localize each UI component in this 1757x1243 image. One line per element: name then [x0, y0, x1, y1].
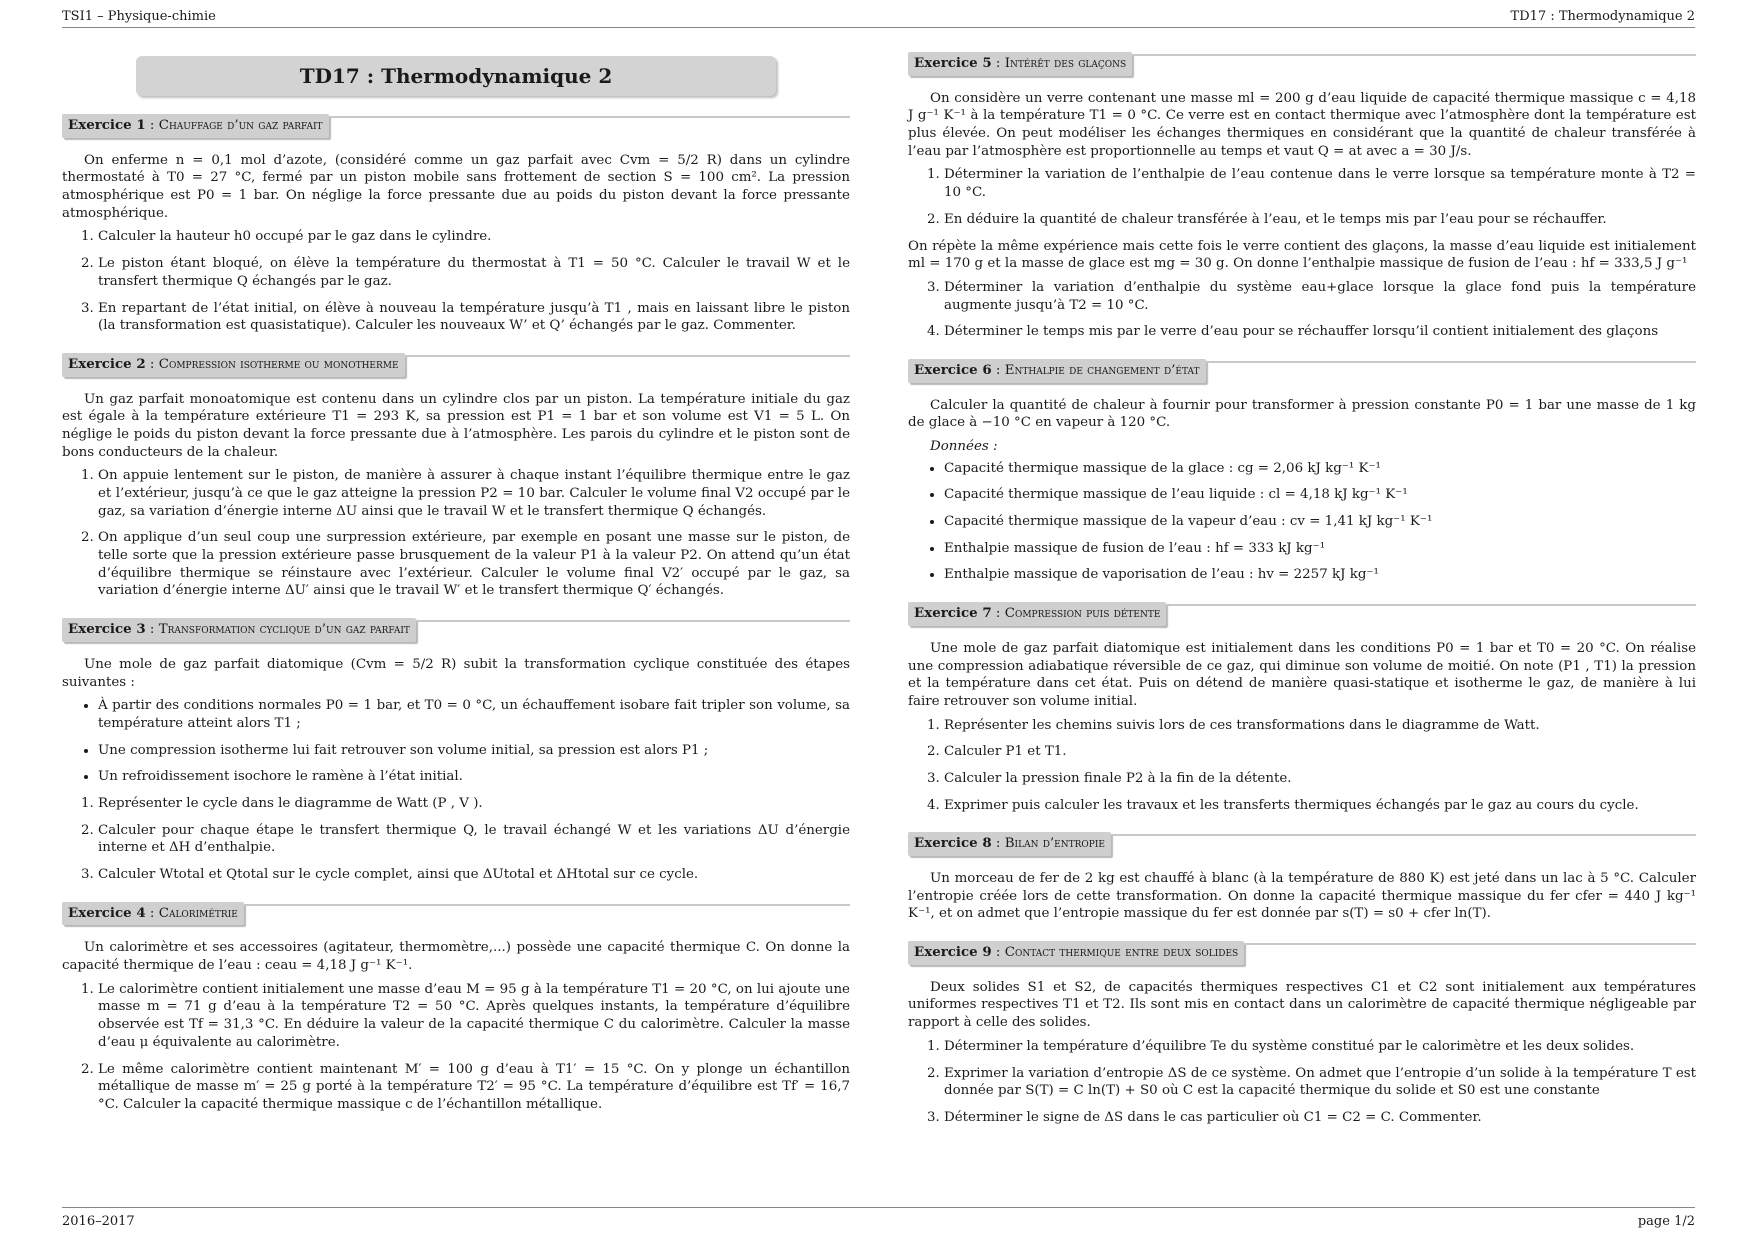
- page-number: page 1/2: [1637, 1214, 1695, 1229]
- exercise-rule: [416, 620, 850, 622]
- exercise-intro: Calculer la quantité de chaleur à fournir pour transformer à pression constante P0 = 1 bar une masse de 1 kg de glace à −10 °C en vapeur à 120 °C.: [908, 397, 1696, 431]
- header-divider: [62, 27, 1695, 28]
- exercise-tag: Exercice 5 : Intérêt des glaçons: [908, 52, 1132, 76]
- question: 2. On applique d’un seul coup une surpression extérieure, par exemple en posant une masse sur le piston, de telle sorte que la pression extérieure passe brusquement de la valeur P1 à la valeur P2. On attend qu’un état d’équilibre thermique se réinstaure avec l’extérieur. Calculer le volume final V2′ occupé par le gaz, sa variation d’énergie interne ΔU′ ainsi que le travail W′ et le transfert thermique Q′ échangés.: [98, 529, 850, 600]
- step: • Un refroidissement isochore le ramène à l’état initial.: [98, 768, 850, 786]
- exercise-tag: Exercice 2 : Compression isotherme ou monotherme: [62, 353, 405, 377]
- question: 1. Déterminer la variation de l’enthalpie de l’eau contenue dans le verre lorsque sa température monte à T2 = 10 °C.: [944, 166, 1696, 201]
- exercise-header: [908, 941, 1696, 965]
- footer-year: 2016–2017: [62, 1214, 135, 1229]
- exercise-6: [908, 359, 1696, 584]
- exercise-2: [62, 353, 850, 600]
- step: • Une compression isotherme lui fait retrouver son volume initial, sa pression est alors P1 ;: [98, 742, 850, 760]
- exercise-header: [62, 353, 850, 377]
- question: 3. Déterminer le signe de ΔS dans le cas particulier où C1 = C2 = C. Commenter.: [944, 1109, 1696, 1127]
- exercise-rule: [1132, 54, 1696, 56]
- question: 2. Le même calorimètre contient maintenant M′ = 100 g d’eau à T1′ = 15 °C. On y plonge un échantillon métallique de masse m′ = 25 g porté à la température T2′ = 95 °C. La température d’équilibre est Tf′ = 16,7 °C. Calculer la capacité thermique massique c de l’échantillon métallique.: [98, 1061, 850, 1114]
- question: 4. Déterminer le temps mis par le verre d’eau pour se réchauffer lorsqu’il contient initialement des glaçons: [944, 323, 1696, 341]
- header-course: TSI1 – Physique-chimie: [62, 9, 216, 24]
- exercise-intro: Un morceau de fer de 2 kg est chauffé à blanc (à la température de 880 K) est jeté dans un lac à 5 °C. Calculer l’entropie créée lors de cette transformation. On donne la capacité thermique massique du fer cfer = 440 J kg⁻¹ K⁻¹, et on admet que l’entropie massique du fer est donnée par s(T) = s0 + cfer ln(T).: [908, 871, 1696, 922]
- data-item: • Capacité thermique massique de la glace : cg = 2,06 kJ kg⁻¹ K⁻¹: [944, 460, 1696, 478]
- exercise-rule: [244, 904, 850, 906]
- page-footer: [62, 1213, 1695, 1230]
- question-list: [908, 279, 1696, 341]
- exercise-rule: [329, 116, 850, 118]
- exercise-tag: Exercice 9 : Contact thermique entre deux solides: [908, 941, 1244, 965]
- exercise-header: [908, 832, 1696, 856]
- right-column: [908, 52, 1696, 1136]
- header-td-title: TD17 : Thermodynamique 2: [1510, 9, 1695, 24]
- data-item: • Capacité thermique massique de la vapeur d’eau : cv = 1,41 kJ kg⁻¹ K⁻¹: [944, 513, 1696, 531]
- question: 3. Calculer la pression finale P2 à la fin de la détente.: [944, 770, 1696, 788]
- exercise-header: [908, 359, 1696, 383]
- exercise-tag: Exercice 6 : Enthalpie de changement d’état: [908, 359, 1206, 383]
- exercise-intro: Une mole de gaz parfait diatomique (Cvm = 5/2 R) subit la transformation cyclique constituée des étapes suivantes :: [62, 656, 850, 690]
- question-list: [908, 166, 1696, 228]
- question: 1. Déterminer la température d’équilibre Te du système constitué par le calorimètre et les deux solides.: [944, 1038, 1696, 1056]
- exercise-tag: Exercice 8 : Bilan d’entropie: [908, 832, 1111, 856]
- data-item: • Enthalpie massique de vaporisation de l’eau : hv = 2257 kJ kg⁻¹: [944, 566, 1696, 584]
- exercise-5: [908, 52, 1696, 341]
- exercise-header: [62, 114, 850, 138]
- exercise-tag: Exercice 7 : Compression puis détente: [908, 602, 1166, 626]
- left-column: [62, 52, 850, 1123]
- question: 3. Déterminer la variation d’enthalpie du système eau+glace lorsque la glace fond puis la température augmente jusqu’à T2 = 10 °C.: [944, 279, 1696, 314]
- exercise-intro: Un calorimètre et ses accessoires (agitateur, thermomètre,...) possède une capacité thermique C. On donne la capacité thermique de l’eau : ceau = 4,18 J g⁻¹ K⁻¹.: [62, 940, 850, 974]
- data-list: [908, 460, 1696, 584]
- question: 1. Le calorimètre contient initialement une masse d’eau M = 95 g à la température T1 = 20 °C, on lui ajoute une masse m = 71 g d’eau à la température T2 = 50 °C. Après quelques instants, la température d’équilibre observée est Tf = 31,3 °C. En déduire la valeur de la capacité thermique C du calorimètre. Calculer la masse d’eau μ équivalente au calorimètre.: [98, 981, 850, 1052]
- exercise-1: [62, 114, 850, 335]
- exercise-tag: Exercice 1 : Chauffage d’un gaz parfait: [62, 114, 329, 138]
- exercise-intro: Une mole de gaz parfait diatomique est initialement dans les conditions P0 = 1 bar et T0 = 20 °C. On réalise une compression adiabatique réversible de ce gaz, qui diminue son volume de moitié. On note (P1 , T1) la pression et la température dans cet état. Puis on détend de manière quasi-statique et isotherme le gaz, de manière à lui faire retrouver son volume initial.: [908, 640, 1696, 709]
- exercise-header: [62, 902, 850, 926]
- exercise-8: [908, 832, 1696, 923]
- exercise-rule: [405, 355, 850, 357]
- exercise-header: [908, 602, 1696, 626]
- step-list: [62, 697, 850, 786]
- question-list: [62, 228, 850, 334]
- question: 2. Exprimer la variation d’entropie ΔS de ce système. On admet que l’entropie d’un solide à la température T est donnée par S(T) = C ln(T) + S0 où C est la capacité thermique du solide et S0 est une constante: [944, 1065, 1696, 1100]
- exercise-4: [62, 902, 850, 1114]
- page-title: TD17 : Thermodynamique 2: [136, 56, 776, 96]
- exercise-7: [908, 602, 1696, 814]
- exercise-rule: [1111, 834, 1696, 836]
- exercise-intro: On considère un verre contenant une masse ml = 200 g d’eau liquide de capacité thermique massique c = 4,18 J g⁻¹ K⁻¹ à la température T1 = 0 °C. Ce verre est en contact thermique avec l’atmosphère dont la température est plus élevée. On peut modéliser les échanges thermiques en considérant que la quantité de chaleur transférée à l’eau par l’atmosphère est proportionnelle au temps et vaut Q = at avec a = 30 J/s.: [908, 90, 1696, 159]
- question: 3. Calculer Wtotal et Qtotal sur le cycle complet, ainsi que ΔUtotal et ΔHtotal sur ce cycle.: [98, 866, 850, 884]
- question: 2. En déduire la quantité de chaleur transférée à l’eau, et le temps mis par l’eau pour se réchauffer.: [944, 211, 1696, 229]
- question-list: [62, 467, 850, 600]
- exercise-tag: Exercice 3 : Transformation cyclique d’un gaz parfait: [62, 618, 416, 642]
- exercise-header: [62, 618, 850, 642]
- exercise-middle-text: On répète la même expérience mais cette fois le verre contient des glaçons, la masse d’eau liquide est initialement ml = 170 g et la masse de glace est mg = 30 g. On donne l’enthalpie massique de fusion de l’eau : hf = 333,5 J g⁻¹: [908, 238, 1696, 272]
- page-header: [62, 8, 1695, 25]
- question: 1. Calculer la hauteur h0 occupé par le gaz dans le cylindre.: [98, 228, 850, 246]
- data-item: • Enthalpie massique de fusion de l’eau : hf = 333 kJ kg⁻¹: [944, 540, 1696, 558]
- step: • À partir des conditions normales P0 = 1 bar, et T0 = 0 °C, un échauffement isobare fait tripler son volume, sa température atteint alors T1 ;: [98, 697, 850, 732]
- footer-divider: [62, 1207, 1695, 1208]
- question: 2. Calculer pour chaque étape le transfert thermique Q, le travail échangé W et les variations ΔU d’énergie interne et ΔH d’enthalpie.: [98, 822, 850, 857]
- exercise-3: [62, 618, 850, 884]
- data-label: Données :: [930, 439, 998, 454]
- question-list: [62, 981, 850, 1114]
- exercise-intro: Deux solides S1 et S2, de capacités thermiques respectives C1 et C2 sont initialement aux températures uniformes respectives T1 et T2. Ils sont mis en contact dans un calorimètre de capacité thermique négligeable par rapport à celle des solides.: [908, 979, 1696, 1031]
- data-item: • Capacité thermique massique de l’eau liquide : cl = 4,18 kJ kg⁻¹ K⁻¹: [944, 486, 1696, 504]
- question-list: [908, 1038, 1696, 1127]
- exercise-rule: [1206, 361, 1696, 363]
- question: 1. Représenter le cycle dans le diagramme de Watt (P , V ).: [98, 795, 850, 813]
- question: 2. Calculer P1 et T1.: [944, 743, 1696, 761]
- question-list: [62, 795, 850, 884]
- exercise-header: [908, 52, 1696, 76]
- question: 3. En repartant de l’état initial, on élève à nouveau la température jusqu’à T1 , mais en laissant libre le piston (la transformation est quasistatique). Calculer les nouveaux W’ et Q’ échangés par le gaz. Commenter.: [98, 300, 850, 335]
- exercise-9: [908, 941, 1696, 1127]
- question: 2. Le piston étant bloqué, on élève la température du thermostat à T1 = 50 °C. Calculer le travail W et le transfert thermique Q échangés par le gaz.: [98, 255, 850, 290]
- question: 1. On appuie lentement sur le piston, de manière à assurer à chaque instant l’équilibre thermique entre le gaz et l’extérieur, jusqu’à ce que le gaz atteigne la pression P2 = 10 bar. Calculer le volume final V2 occupé par le gaz, sa variation d’énergie interne ΔU ainsi que le travail W et le transfert thermique Q échangés.: [98, 467, 850, 520]
- exercise-intro: On enferme n = 0,1 mol d’azote, (considéré comme un gaz parfait avec Cvm = 5/2 R) dans un cylindre thermostaté à T0 = 27 °C, fermé par un piston mobile sans frottement de section S = 100 cm². La pression atmosphérique est P0 = 1 bar. On néglige la force pressante due au poids du piston devant la force pressante atmosphérique.: [62, 152, 850, 221]
- exercise-intro: Un gaz parfait monoatomique est contenu dans un cylindre clos par un piston. La température initiale du gaz est égale à la température extérieure T1 = 293 K, sa pression est P1 = 1 bar et son volume est V1 = 5 L. On néglige le poids du piston devant la force pressante due à l’atmosphère. Les parois du cylindre et le piston sont de bons conducteurs de la chaleur.: [62, 391, 850, 460]
- question: 1. Représenter les chemins suivis lors de ces transformations dans le diagramme de Watt.: [944, 717, 1696, 735]
- question: 4. Exprimer puis calculer les travaux et les transferts thermiques échangés par le gaz au cours du cycle.: [944, 797, 1696, 815]
- question-list: [908, 717, 1696, 815]
- exercise-tag: Exercice 4 : Calorimétrie: [62, 902, 244, 926]
- exercise-rule: [1166, 604, 1696, 606]
- exercise-rule: [1244, 943, 1696, 945]
